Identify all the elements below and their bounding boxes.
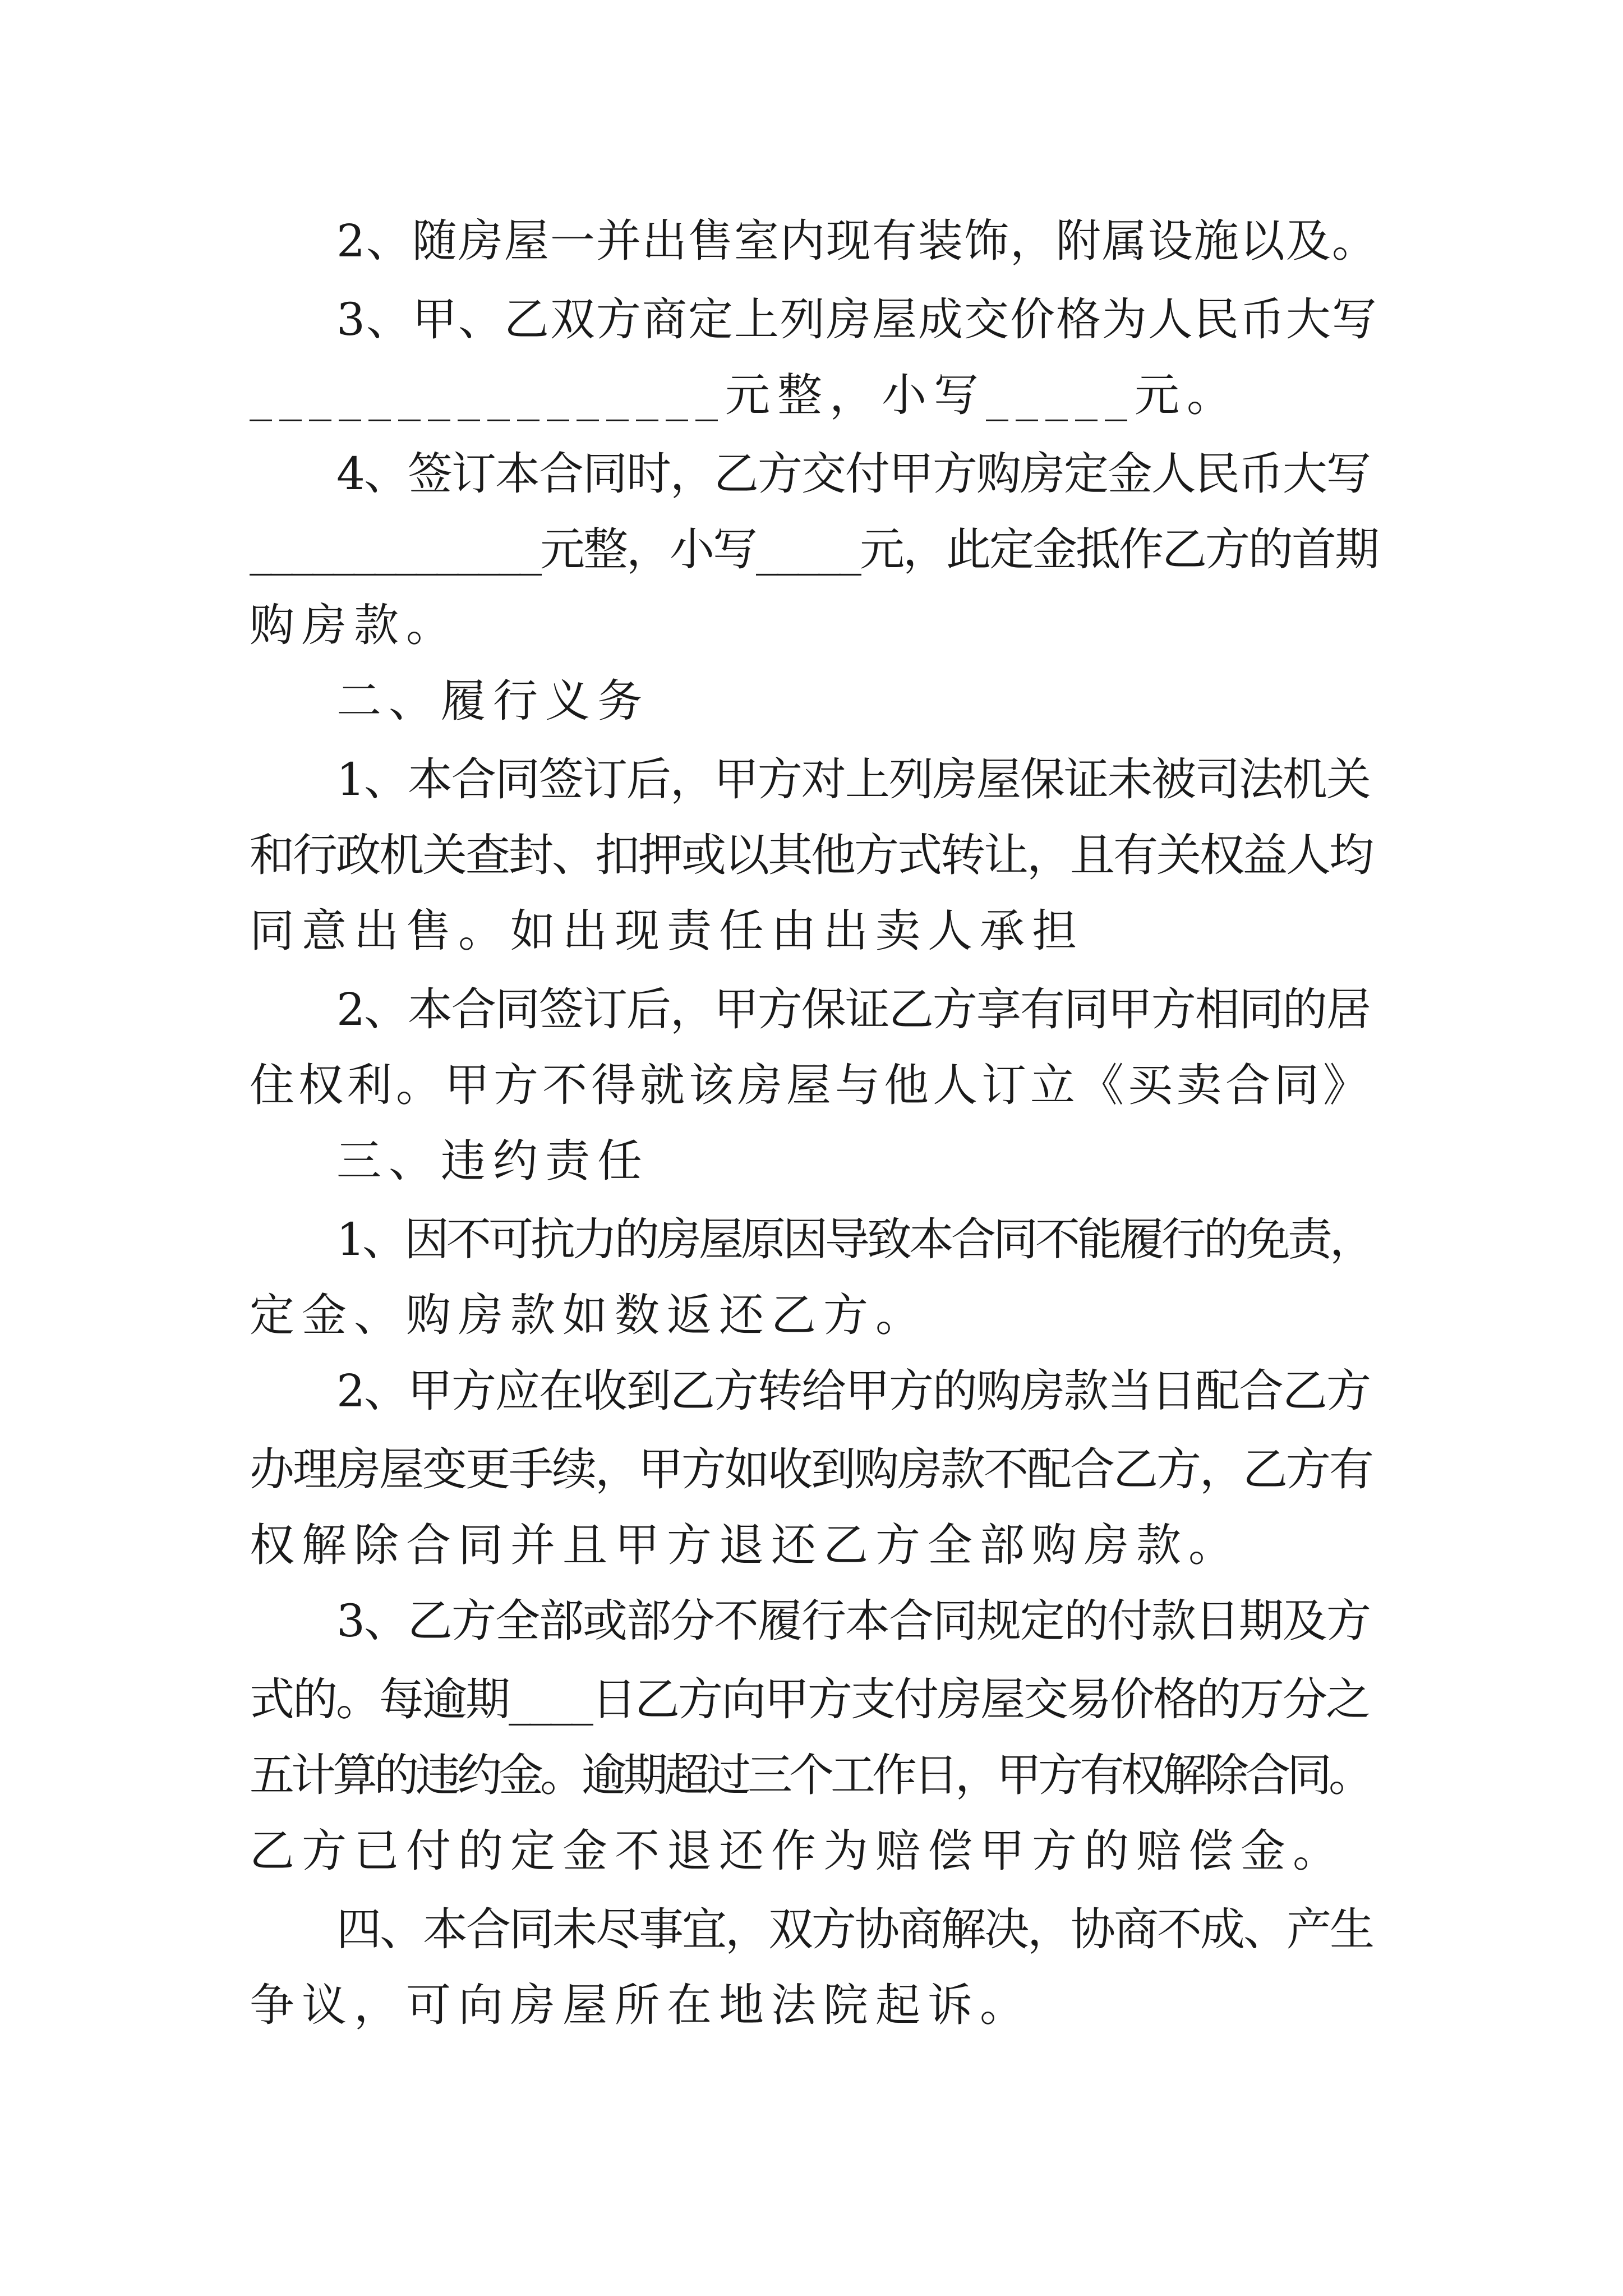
clause-2-decoration: 2、随房屋一并出售室内现有装饰，附属设施以及。 xyxy=(336,215,1378,267)
liability-3-line-4: 乙方已付的定金不退还作为赔偿甲方的赔偿金。 xyxy=(250,1825,1345,1877)
obligation-1-line-2: 和行政机关查封、扣押或以其他方式转让，且有关权益人均 xyxy=(250,829,1372,881)
clause-3-price-amount: ________________元整，小写_____元。 xyxy=(250,369,1239,421)
section-heading-liability: 三、违约责任 xyxy=(336,1135,649,1187)
liability-2-line-2: 办理房屋变更手续，甲方如收到购房款不配合乙方，乙方有 xyxy=(250,1443,1372,1496)
clause-4-deposit-end: 购房款。 xyxy=(250,599,458,651)
clause-3-price: 3、甲、乙双方商定上列房屋成交价格为人民币大写 xyxy=(336,293,1378,346)
liability-1-line-1: 1、因不可抗力的房屋原因导致本合同不能履行的免责， xyxy=(336,1213,1372,1266)
clause-4-deposit-amount: ______________元整，小写_____元，此定金抵作乙方的首期 xyxy=(250,523,1378,576)
liability-3-line-2: 式的。每逾期____日乙方向甲方支付房屋交易价格的万分之 xyxy=(250,1673,1369,1726)
obligation-2-line-2: 住权利。甲方不得就该房屋与他人订立《买卖合同》 xyxy=(250,1059,1372,1111)
clause-4-disputes-line-1: 四、本合同未尽事宜，双方协商解决，协商不成、产生 xyxy=(336,1903,1373,1955)
obligation-1-line-3: 同意出售。如出现责任由出卖人承担 xyxy=(250,905,1084,957)
clause-4-deposit: 4、签订本合同时，乙方交付甲方购房定金人民币大写 xyxy=(336,448,1370,500)
liability-3-line-1: 3、乙方全部或部分不履行本合同规定的付款日期及方 xyxy=(336,1595,1370,1647)
obligation-2-line-1: 2、本合同签订后，甲方保证乙方享有同甲方相同的居 xyxy=(336,983,1370,1036)
liability-2-line-3: 权解除合同并且甲方退还乙方全部购房款。 xyxy=(250,1519,1241,1571)
liability-2-line-1: 2、甲方应在收到乙方转给甲方的购房款当日配合乙方 xyxy=(336,1365,1370,1417)
liability-3-line-3: 五计算的违约金。逾期超过三个工作日，甲方有权解除合同。 xyxy=(250,1749,1370,1801)
liability-1-line-2: 定金、购房款如数返还乙方。 xyxy=(250,1289,928,1341)
clause-4-disputes-line-2: 争议，可向房屋所在地法院起诉。 xyxy=(250,1979,1032,2031)
section-heading-obligations: 二、履行义务 xyxy=(336,675,649,727)
obligation-1-line-1: 1、本合同签订后，甲方对上列房屋保证未被司法机关 xyxy=(336,753,1370,806)
